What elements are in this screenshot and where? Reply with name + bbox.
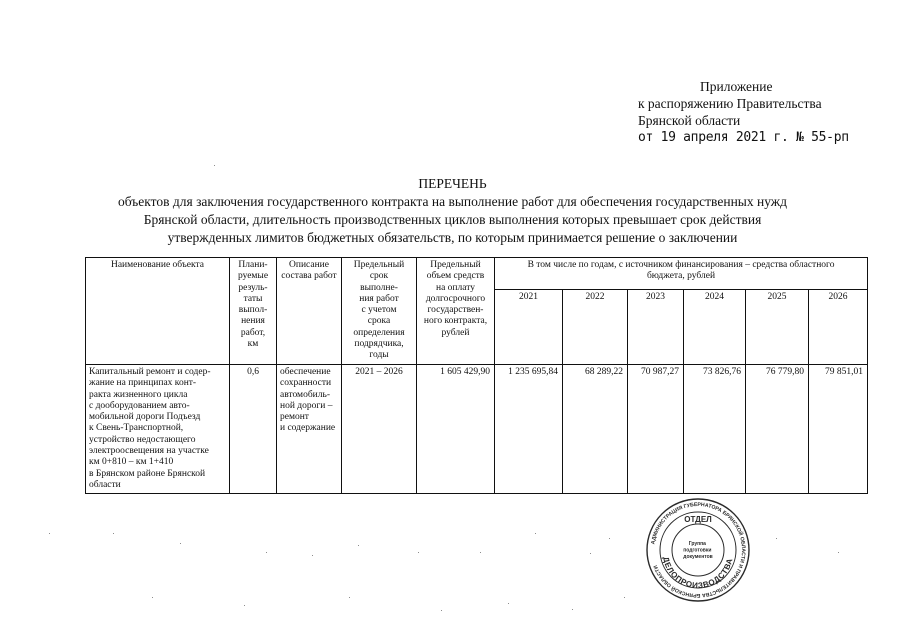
header-year: 2021	[495, 290, 563, 365]
cell-max-volume: 1 605 429,90	[417, 365, 495, 494]
document-title	[0, 175, 905, 247]
appendix-date: от 19 апреля 2021 г. № 55-рп	[638, 130, 849, 145]
appendix-label: Приложение	[700, 79, 773, 94]
header-year: 2022	[563, 290, 628, 365]
cell-year-value: 76 779,80	[746, 365, 809, 494]
cell-deadline: 2021 – 2026	[342, 365, 417, 494]
header-year: 2025	[746, 290, 809, 365]
header-max-volume: Предельный объем средств на оплату долгосрочного государствен- ного контракта, рублей	[417, 258, 495, 365]
header-deadline: Предельный срок выполне- ния работ с учетом срока определения подрядчика, годы	[342, 258, 417, 365]
stamp-group: Группа подготовки документов	[683, 541, 713, 560]
appendix-region: Брянской области	[638, 113, 741, 128]
header-planned-results: Плани- руемые резуль- таты выпол- нения работ, км	[230, 258, 277, 365]
stamp-department: ОТДЕЛ	[684, 515, 712, 524]
header-year: 2024	[684, 290, 746, 365]
appendix-decree: к распоряжению Правительства	[638, 96, 822, 111]
table-row	[86, 365, 868, 494]
cell-year-value: 73 826,76	[684, 365, 746, 494]
header-year: 2023	[628, 290, 684, 365]
header-description: Описание состава работ	[277, 258, 342, 365]
stamp-ring-text: АДМИНИСТРАЦИЯ ГУБЕРНАТОРА БРЯНСКОЙ ОБЛАСТИ И ПРАВИТЕЛЬСТВА БРЯНСКОЙ ОБЛАСТИ	[650, 501, 747, 599]
cell-year-value: 70 987,27	[628, 365, 684, 494]
appendix-block	[638, 78, 849, 146]
header-object-name: Наименование объекта	[86, 258, 230, 365]
cell-description: обеспечение сохранности автомобиль- ной дороги – ремонт и содержание	[277, 365, 342, 494]
objects-table	[85, 257, 868, 494]
header-row-1	[86, 258, 868, 290]
official-stamp	[645, 497, 751, 603]
title-heading: ПЕРЕЧЕНЬ	[418, 176, 487, 191]
title-line-2: Брянской области, длительность производственных циклов выполнения которых превышает срок действия	[143, 212, 762, 227]
title-line-3: утвержденных лимитов бюджетных обязательств, по которым принимается решение о заключении	[167, 230, 738, 245]
header-by-years: В том числе по годам, с источником финансирования – средства областного бюджета, рублей	[495, 258, 868, 290]
cell-year-value: 79 851,01	[809, 365, 868, 494]
cell-year-value: 1 235 695,84	[495, 365, 563, 494]
stamp-arc-text: ДЕЛОПРОИЗВОДСТВА	[661, 555, 735, 591]
cell-year-value: 68 289,22	[563, 365, 628, 494]
title-line-1: объектов для заключения государственного контракта на выполнение работ для обеспечения государственных нужд	[118, 194, 787, 209]
cell-planned-results: 0,6	[230, 365, 277, 494]
cell-object-name: Капитальный ремонт и содер- жание на принципах конт- ракта жизненного цикла с дооборудованием авто- мобильной дороги Подъезд к Свень-Транспортной, устройство недостающего электроосвещения на участке км 0+810 – км 1+410 в Брянском районе Брянской области	[86, 365, 230, 494]
header-year: 2026	[809, 290, 868, 365]
